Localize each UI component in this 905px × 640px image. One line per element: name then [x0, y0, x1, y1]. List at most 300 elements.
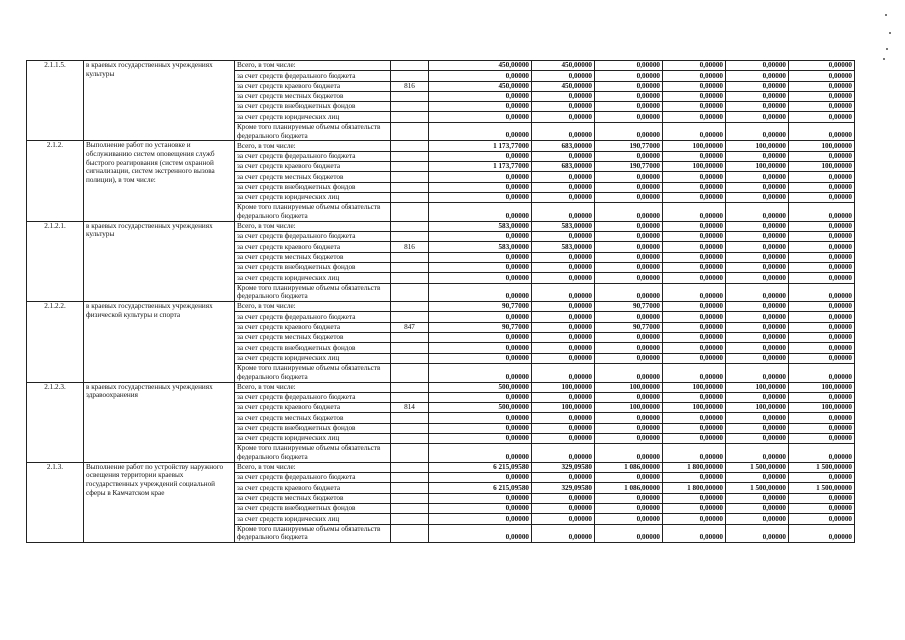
funding-source: Кроме того планируемые объемы обязательств федерального бюджета: [235, 363, 391, 382]
amount-cell: 0,00000: [726, 333, 789, 343]
amount-cell: 190,77000: [595, 141, 663, 151]
amount-cell: 0,00000: [532, 172, 595, 182]
ved-code: [391, 221, 429, 231]
amount-cell: 0,00000: [663, 514, 726, 524]
amount-cell: 0,00000: [726, 423, 789, 433]
ved-code: [391, 273, 429, 283]
amount-cell: 1 800,00000: [663, 462, 726, 472]
amount-cell: 0,00000: [532, 302, 595, 312]
amount-cell: 0,00000: [429, 473, 532, 483]
amount-cell: 0,00000: [663, 322, 726, 332]
amount-cell: 0,00000: [789, 283, 855, 302]
amount-cell: 0,00000: [789, 102, 855, 112]
amount-cell: 0,00000: [595, 122, 663, 141]
ved-code: [391, 333, 429, 343]
amount-cell: 683,00000: [532, 141, 595, 151]
ved-code: [391, 312, 429, 322]
funding-source: Кроме того планируемые объемы обязательств федерального бюджета: [235, 203, 391, 222]
funding-source: Всего, в том числе:: [235, 302, 391, 312]
amount-cell: 0,00000: [595, 252, 663, 262]
amount-cell: 0,00000: [532, 353, 595, 363]
funding-source: за счет средств внебюджетных фондов: [235, 343, 391, 353]
amount-cell: 0,00000: [532, 273, 595, 283]
amount-cell: 0,00000: [726, 283, 789, 302]
amount-cell: 0,00000: [663, 273, 726, 283]
amount-cell: 0,00000: [726, 61, 789, 71]
ved-code: 816: [391, 81, 429, 91]
amount-cell: 0,00000: [726, 221, 789, 231]
amount-cell: 0,00000: [429, 433, 532, 443]
amount-cell: 583,00000: [532, 221, 595, 231]
ved-code: [391, 102, 429, 112]
amount-cell: 0,00000: [595, 413, 663, 423]
funding-source: за счет средств внебюджетных фондов: [235, 504, 391, 514]
table-row: [27, 382, 855, 392]
amount-cell: 583,00000: [532, 242, 595, 252]
amount-cell: 0,00000: [595, 423, 663, 433]
amount-cell: 0,00000: [726, 232, 789, 242]
funding-source: за счет средств юридических лиц: [235, 192, 391, 202]
amount-cell: 0,00000: [532, 333, 595, 343]
amount-cell: 0,00000: [789, 312, 855, 322]
amount-cell: 0,00000: [789, 182, 855, 192]
amount-cell: 0,00000: [663, 242, 726, 252]
funding-source: за счет средств юридических лиц: [235, 514, 391, 524]
amount-cell: 500,00000: [429, 382, 532, 392]
amount-cell: 0,00000: [663, 112, 726, 122]
funding-source: за счет средств краевого бюджета: [235, 483, 391, 493]
amount-cell: 0,00000: [663, 413, 726, 423]
amount-cell: 0,00000: [595, 333, 663, 343]
amount-cell: 0,00000: [663, 423, 726, 433]
ved-code: [391, 112, 429, 122]
amount-cell: 0,00000: [789, 444, 855, 463]
amount-cell: 0,00000: [789, 413, 855, 423]
amount-cell: 0,00000: [429, 343, 532, 353]
ved-code: [391, 151, 429, 161]
amount-cell: 0,00000: [595, 283, 663, 302]
amount-cell: 90,77000: [595, 322, 663, 332]
item-description: Выполнение работ по устройству наружного освещения территории краевых государственных учреждений социальной сферы в Камчатском крае: [84, 462, 235, 542]
amount-cell: 100,00000: [663, 403, 726, 413]
amount-cell: 0,00000: [789, 112, 855, 122]
ved-code: [391, 483, 429, 493]
amount-cell: 0,00000: [726, 273, 789, 283]
item-description: в краевых государственных учреждениях здравоохранения: [84, 382, 235, 462]
amount-cell: 0,00000: [726, 413, 789, 423]
funding-source: за счет средств внебюджетных фондов: [235, 102, 391, 112]
amount-cell: 0,00000: [663, 151, 726, 161]
amount-cell: 0,00000: [595, 262, 663, 272]
ved-code: [391, 462, 429, 472]
amount-cell: 0,00000: [532, 182, 595, 192]
amount-cell: 450,00000: [532, 81, 595, 91]
amount-cell: 450,00000: [429, 81, 532, 91]
table-row: [27, 221, 855, 231]
amount-cell: 0,00000: [595, 203, 663, 222]
amount-cell: 0,00000: [789, 423, 855, 433]
amount-cell: 0,00000: [789, 81, 855, 91]
amount-cell: 0,00000: [789, 504, 855, 514]
funding-source: за счет средств местных бюджетов: [235, 413, 391, 423]
amount-cell: 0,00000: [595, 343, 663, 353]
amount-cell: 0,00000: [532, 283, 595, 302]
amount-cell: 0,00000: [532, 232, 595, 242]
amount-cell: 0,00000: [663, 333, 726, 343]
amount-cell: 100,00000: [726, 382, 789, 392]
amount-cell: 0,00000: [532, 444, 595, 463]
amount-cell: 90,77000: [429, 302, 532, 312]
funding-source: Кроме того планируемые объемы обязательств федерального бюджета: [235, 122, 391, 141]
amount-cell: 0,00000: [726, 514, 789, 524]
amount-cell: 1 086,00000: [595, 462, 663, 472]
amount-cell: 1 500,00000: [726, 462, 789, 472]
amount-cell: 0,00000: [789, 493, 855, 503]
amount-cell: 500,00000: [429, 403, 532, 413]
amount-cell: 0,00000: [663, 302, 726, 312]
ved-code: 816: [391, 242, 429, 252]
amount-cell: 0,00000: [726, 112, 789, 122]
amount-cell: 0,00000: [663, 91, 726, 101]
amount-cell: 0,00000: [532, 322, 595, 332]
amount-cell: 0,00000: [595, 172, 663, 182]
ved-code: [391, 423, 429, 433]
amount-cell: 0,00000: [789, 433, 855, 443]
funding-source: за счет средств краевого бюджета: [235, 322, 391, 332]
amount-cell: 0,00000: [789, 203, 855, 222]
amount-cell: 100,00000: [726, 403, 789, 413]
funding-source: за счет средств федерального бюджета: [235, 312, 391, 322]
amount-cell: 0,00000: [789, 262, 855, 272]
amount-cell: 0,00000: [663, 182, 726, 192]
amount-cell: 0,00000: [789, 273, 855, 283]
amount-cell: 0,00000: [429, 151, 532, 161]
ved-code: 814: [391, 403, 429, 413]
amount-cell: 0,00000: [532, 203, 595, 222]
amount-cell: 100,00000: [663, 141, 726, 151]
ved-code: [391, 353, 429, 363]
amount-cell: 0,00000: [595, 353, 663, 363]
amount-cell: 0,00000: [663, 433, 726, 443]
funding-source: Всего, в том числе:: [235, 61, 391, 71]
amount-cell: 0,00000: [595, 242, 663, 252]
funding-source: за счет средств федерального бюджета: [235, 151, 391, 161]
amount-cell: 0,00000: [429, 172, 532, 182]
amount-cell: 0,00000: [726, 203, 789, 222]
amount-cell: 0,00000: [532, 102, 595, 112]
amount-cell: 0,00000: [429, 392, 532, 402]
amount-cell: 0,00000: [595, 182, 663, 192]
amount-cell: 100,00000: [726, 141, 789, 151]
amount-cell: 0,00000: [595, 192, 663, 202]
amount-cell: 0,00000: [789, 61, 855, 71]
amount-cell: 0,00000: [429, 192, 532, 202]
amount-cell: 100,00000: [789, 382, 855, 392]
amount-cell: 0,00000: [789, 71, 855, 81]
amount-cell: 0,00000: [532, 504, 595, 514]
amount-cell: 1 800,00000: [663, 483, 726, 493]
ved-code: [391, 524, 429, 543]
amount-cell: 0,00000: [429, 312, 532, 322]
ved-code: [391, 433, 429, 443]
funding-source: за счет средств краевого бюджета: [235, 81, 391, 91]
amount-cell: 0,00000: [789, 302, 855, 312]
amount-cell: 0,00000: [789, 242, 855, 252]
amount-cell: 0,00000: [663, 172, 726, 182]
amount-cell: 0,00000: [726, 444, 789, 463]
amount-cell: 0,00000: [726, 182, 789, 192]
amount-cell: 100,00000: [663, 161, 726, 171]
amount-cell: 0,00000: [789, 524, 855, 543]
amount-cell: 0,00000: [663, 444, 726, 463]
item-description: Выполнение работ по установке и обслуживанию систем оповещения служб быстрого реагирования (систем охранной сигнализации, систем экстренного вызова полиции), в том числе:: [84, 141, 235, 221]
amount-cell: 0,00000: [595, 273, 663, 283]
funding-source: за счет средств федерального бюджета: [235, 232, 391, 242]
amount-cell: 0,00000: [429, 252, 532, 262]
amount-cell: 100,00000: [595, 403, 663, 413]
amount-cell: 0,00000: [532, 122, 595, 141]
amount-cell: 0,00000: [663, 312, 726, 322]
amount-cell: 0,00000: [532, 392, 595, 402]
ved-code: [391, 444, 429, 463]
amount-cell: 0,00000: [663, 262, 726, 272]
funding-source: за счет средств федерального бюджета: [235, 392, 391, 402]
amount-cell: 0,00000: [595, 473, 663, 483]
amount-cell: 0,00000: [595, 91, 663, 101]
amount-cell: 0,00000: [663, 203, 726, 222]
ved-code: [391, 382, 429, 392]
amount-cell: 0,00000: [726, 252, 789, 262]
amount-cell: 0,00000: [532, 343, 595, 353]
amount-cell: 6 215,09580: [429, 462, 532, 472]
ved-code: [391, 91, 429, 101]
amount-cell: 0,00000: [789, 473, 855, 483]
ved-code: [391, 172, 429, 182]
table-row: [27, 462, 855, 472]
amount-cell: 0,00000: [532, 151, 595, 161]
ved-code: [391, 262, 429, 272]
amount-cell: 0,00000: [789, 514, 855, 524]
amount-cell: 0,00000: [663, 473, 726, 483]
amount-cell: 0,00000: [429, 413, 532, 423]
amount-cell: 0,00000: [532, 262, 595, 272]
ved-code: [391, 192, 429, 202]
funding-source: Кроме того планируемые объемы обязательств федерального бюджета: [235, 283, 391, 302]
amount-cell: 0,00000: [663, 283, 726, 302]
amount-cell: 0,00000: [663, 122, 726, 141]
amount-cell: 0,00000: [789, 151, 855, 161]
amount-cell: 0,00000: [789, 363, 855, 382]
amount-cell: 0,00000: [789, 192, 855, 202]
amount-cell: 0,00000: [663, 524, 726, 543]
amount-cell: 0,00000: [663, 221, 726, 231]
amount-cell: 450,00000: [532, 61, 595, 71]
funding-source: за счет средств федерального бюджета: [235, 71, 391, 81]
ved-code: [391, 363, 429, 382]
amount-cell: 0,00000: [726, 122, 789, 141]
amount-cell: 100,00000: [532, 382, 595, 392]
amount-cell: 0,00000: [429, 444, 532, 463]
item-code: 2.1.2.2.: [27, 302, 84, 382]
amount-cell: 0,00000: [595, 392, 663, 402]
amount-cell: 0,00000: [789, 172, 855, 182]
item-description: в краевых государственных учреждениях культуры: [84, 61, 235, 141]
funding-source: за счет средств юридических лиц: [235, 433, 391, 443]
amount-cell: 0,00000: [595, 363, 663, 382]
ved-code: [391, 122, 429, 141]
amount-cell: 0,00000: [532, 413, 595, 423]
amount-cell: 0,00000: [789, 252, 855, 262]
item-description: в краевых государственных учреждениях физической культуры и спорта: [84, 302, 235, 382]
amount-cell: 0,00000: [429, 203, 532, 222]
amount-cell: 0,00000: [595, 61, 663, 71]
amount-cell: 0,00000: [429, 71, 532, 81]
amount-cell: 0,00000: [726, 71, 789, 81]
ved-code: [391, 343, 429, 353]
amount-cell: 0,00000: [726, 192, 789, 202]
amount-cell: 0,00000: [595, 102, 663, 112]
amount-cell: 0,00000: [789, 333, 855, 343]
amount-cell: 0,00000: [429, 102, 532, 112]
amount-cell: 0,00000: [663, 343, 726, 353]
item-code: 2.1.3.: [27, 462, 84, 542]
amount-cell: 0,00000: [595, 112, 663, 122]
item-code: 2.1.2.3.: [27, 382, 84, 462]
amount-cell: 0,00000: [789, 343, 855, 353]
amount-cell: 1 500,00000: [726, 483, 789, 493]
amount-cell: 0,00000: [595, 524, 663, 543]
amount-cell: 0,00000: [595, 232, 663, 242]
funding-source: за счет средств местных бюджетов: [235, 252, 391, 262]
ved-code: [391, 283, 429, 302]
amount-cell: 0,00000: [532, 112, 595, 122]
funding-source: за счет средств юридических лиц: [235, 353, 391, 363]
amount-cell: 0,00000: [429, 182, 532, 192]
amount-cell: 6 215,09580: [429, 483, 532, 493]
amount-cell: 0,00000: [595, 504, 663, 514]
amount-cell: 100,00000: [726, 161, 789, 171]
amount-cell: 0,00000: [429, 283, 532, 302]
amount-cell: 0,00000: [429, 524, 532, 543]
funding-source: за счет средств местных бюджетов: [235, 91, 391, 101]
funding-source: Всего, в том числе:: [235, 462, 391, 472]
ved-code: [391, 71, 429, 81]
amount-cell: 0,00000: [726, 353, 789, 363]
amount-cell: 0,00000: [595, 151, 663, 161]
amount-cell: 100,00000: [789, 403, 855, 413]
amount-cell: 100,00000: [789, 141, 855, 151]
amount-cell: 0,00000: [429, 122, 532, 141]
amount-cell: 90,77000: [595, 302, 663, 312]
ved-code: [391, 514, 429, 524]
amount-cell: 0,00000: [663, 504, 726, 514]
amount-cell: 0,00000: [429, 493, 532, 503]
ved-code: [391, 413, 429, 423]
amount-cell: 0,00000: [726, 102, 789, 112]
table-row: [27, 302, 855, 312]
amount-cell: 683,00000: [532, 161, 595, 171]
amount-cell: 0,00000: [532, 91, 595, 101]
amount-cell: 0,00000: [595, 81, 663, 91]
amount-cell: 0,00000: [789, 122, 855, 141]
amount-cell: 1 500,00000: [789, 483, 855, 493]
funding-source: за счет средств местных бюджетов: [235, 172, 391, 182]
funding-source: Всего, в том числе:: [235, 382, 391, 392]
amount-cell: 1 500,00000: [789, 462, 855, 472]
amount-cell: 0,00000: [429, 91, 532, 101]
ved-code: [391, 473, 429, 483]
amount-cell: 0,00000: [595, 71, 663, 81]
funding-source: за счет средств внебюджетных фондов: [235, 262, 391, 272]
funding-source: за счет средств краевого бюджета: [235, 403, 391, 413]
amount-cell: 0,00000: [595, 312, 663, 322]
amount-cell: 0,00000: [429, 112, 532, 122]
scan-marks: [871, 14, 891, 74]
ved-code: [391, 161, 429, 171]
ved-code: [391, 493, 429, 503]
amount-cell: 0,00000: [429, 363, 532, 382]
amount-cell: 0,00000: [532, 423, 595, 433]
amount-cell: 0,00000: [532, 312, 595, 322]
item-code: 2.1.2.: [27, 141, 84, 221]
amount-cell: 0,00000: [726, 392, 789, 402]
amount-cell: 0,00000: [789, 232, 855, 242]
ved-code: [391, 203, 429, 222]
amount-cell: 0,00000: [429, 514, 532, 524]
funding-source: Кроме того планируемые объемы обязательств федерального бюджета: [235, 524, 391, 543]
funding-source: за счет средств краевого бюджета: [235, 161, 391, 171]
ved-code: [391, 504, 429, 514]
amount-cell: 100,00000: [789, 161, 855, 171]
ved-code: [391, 302, 429, 312]
amount-cell: 100,00000: [663, 382, 726, 392]
amount-cell: 0,00000: [726, 151, 789, 161]
amount-cell: 0,00000: [726, 343, 789, 353]
ved-code: [391, 232, 429, 242]
amount-cell: 0,00000: [532, 363, 595, 382]
table-row: [27, 61, 855, 71]
amount-cell: 100,00000: [532, 403, 595, 413]
amount-cell: 0,00000: [663, 252, 726, 262]
amount-cell: 0,00000: [726, 91, 789, 101]
amount-cell: 0,00000: [726, 312, 789, 322]
amount-cell: 0,00000: [663, 71, 726, 81]
amount-cell: 0,00000: [726, 302, 789, 312]
amount-cell: 0,00000: [663, 192, 726, 202]
amount-cell: 0,00000: [532, 433, 595, 443]
funding-source: за счет средств федерального бюджета: [235, 473, 391, 483]
ved-code: [391, 392, 429, 402]
amount-cell: 0,00000: [532, 473, 595, 483]
amount-cell: 190,77000: [595, 161, 663, 171]
amount-cell: 0,00000: [429, 504, 532, 514]
amount-cell: 0,00000: [789, 221, 855, 231]
amount-cell: 0,00000: [429, 353, 532, 363]
amount-cell: 0,00000: [663, 81, 726, 91]
item-code: 2.1.2.1.: [27, 221, 84, 301]
item-description: в краевых государственных учреждениях культуры: [84, 221, 235, 301]
ved-code: 847: [391, 322, 429, 332]
amount-cell: 90,77000: [429, 322, 532, 332]
amount-cell: 0,00000: [595, 444, 663, 463]
amount-cell: 0,00000: [726, 172, 789, 182]
amount-cell: 583,00000: [429, 221, 532, 231]
amount-cell: 0,00000: [532, 71, 595, 81]
amount-cell: 0,00000: [663, 61, 726, 71]
funding-source: за счет средств юридических лиц: [235, 273, 391, 283]
funding-source: за счет средств внебюджетных фондов: [235, 182, 391, 192]
amount-cell: 0,00000: [726, 504, 789, 514]
